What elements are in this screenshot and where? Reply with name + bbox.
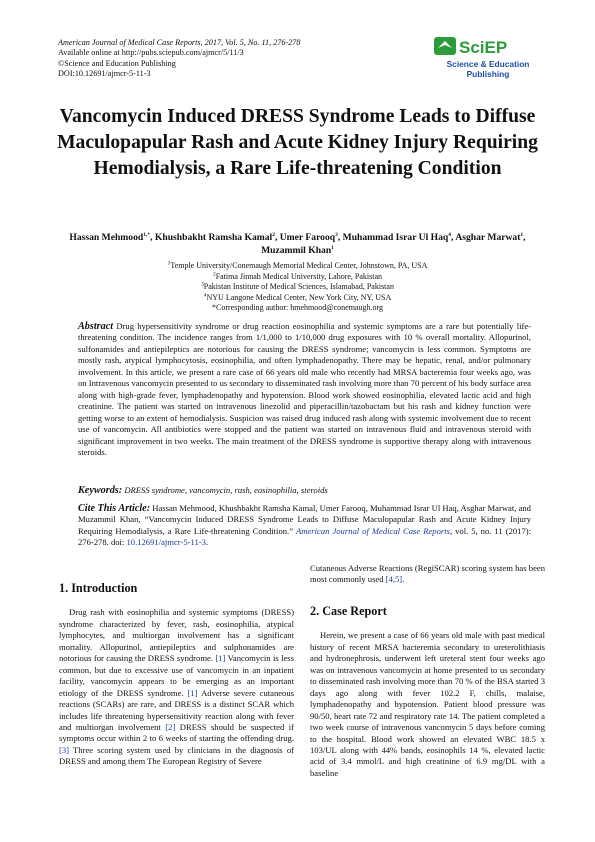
case-report-heading: 2. Case Report: [310, 604, 387, 618]
abstract-label: Abstract: [78, 321, 114, 332]
ref-link[interactable]: [3]: [59, 744, 70, 755]
affiliation-item: [60, 282, 535, 293]
affiliation-text: NYU Langone Medical Center, New York City, NY, USA: [206, 292, 392, 302]
author-sup: 1: [520, 231, 524, 238]
article-title: Vancomycin Induced DRESS Syndrome Leads to Diffuse Maculopapular Rash and Acute Kidney Injury Requiring Hemodialysis, a Rare Life-threatening Condition: [57, 106, 538, 179]
author-list: [50, 231, 545, 257]
cite-text: Hassan Mehmood, Khushbakht Ramsha Kamal, Umer Farooq, Muhammad Israr Ul Haq, Asghar Marwat, and Muzammil Khan, “Vancomycin Induced DRESS Syndrome Leads to Diffuse Maculopapular Rash and Acute Kidney Injury Requiring Hemodialysis, a Rare Life-threatening Condition.”: [78, 503, 531, 536]
keywords-text: DRESS syndrome, vancomycin, rash, eosinophilia, steroids: [124, 485, 328, 495]
right-column-continuation: [310, 563, 545, 586]
keywords: [78, 485, 531, 496]
author-sep: ,: [150, 232, 155, 243]
cite-label: Cite This Article:: [78, 503, 151, 514]
doi-line: DOI:10.12691/ajmcr-5-11-3: [58, 68, 151, 78]
author-name: Hassan Mehmood: [69, 232, 144, 243]
author-sup: 2: [272, 231, 275, 238]
affiliation-text: Pakistan Institute of Medical Sciences, Islamabad, Pakistan: [203, 282, 394, 292]
logo-line2: Publishing: [466, 69, 510, 79]
author-sep: ,: [337, 232, 343, 243]
journal-header: [58, 38, 388, 79]
affiliation-sup: 3: [201, 281, 204, 288]
author-name: Muhammad Israr Ul Haq: [342, 232, 449, 243]
cite-doi-link[interactable]: 10.12691/ajmcr-5-11-3: [126, 537, 206, 548]
introduction-section: [59, 583, 294, 768]
intro-text: Vancomycin is less common, but due to excessive use of vancomycin in an inpatient facility, vancomycin appears to be emerging as an important etiology of the DRESS syndrome.: [59, 653, 294, 698]
affiliation-text: Fatima Jinnah Medical University, Lahore, Pakistan: [215, 271, 383, 281]
abstract-text: Drug hypersensitivity syndrome or drug reaction eosinophilia and systemic symptoms are a rare but potentially life-threatening condition. The incidence ranges from 1/1,000 to 1/10,000 drug exposures with 10 % overall mortality. Allopurinol, sulfonamides and antiepileptics are notorious for causing the DRESS syndrome; vancomycin is less common. Symptoms are mostly rash, atypical lymphocytosis, eosinophilia, and often lymphadenopathy. There may be hepatic, renal, and/or pulmonary involvement. In this article, we present a rare case of 66 years old male who recently had MRSA bacteremia four weeks ago, was on Intravenous vancomycin presented to us secondary to disseminated rash involving more than 70 percent of his body surface area along with high-grade fever, lymphadenopathy and hypotension. Blood work showed eosinophilia, elevated lactic acid and high creatinine. The patient was started on intravenous linezolid and piperacillin/tazobactam but his rash and kidney function were getting worse to an extent of hemodialysis. Suspicion was raised drug induced rash along with systemic involvement due to recent use of vancomycin. All antibiotics were stopped and the patient was started on intravenous fluid and intravenous steroid with significant improvement in two weeks. The main treatment of the DRESS syndrome is supportive therapy along with intravenous steroids.: [78, 321, 532, 457]
introduction-heading: 1. Introduction: [59, 581, 138, 595]
affiliation-list: [60, 261, 535, 314]
author-name: Asghar Marwat: [455, 232, 521, 243]
author-sep: ,: [523, 232, 526, 243]
logo-mark-icon: [434, 37, 456, 55]
affiliation-item: [60, 272, 535, 283]
available-line: Available online at http://pubs.sciepub.com/ajmcr/5/11/3: [58, 48, 244, 58]
introduction-paragraph: [59, 607, 294, 767]
ref-link[interactable]: [4,5]: [385, 574, 403, 585]
author-sup: 1: [331, 244, 334, 251]
ref-link[interactable]: [1]: [215, 653, 226, 664]
cite-end: .: [205, 537, 209, 548]
affiliation-sup: 2: [212, 270, 216, 277]
corresponding-author: [60, 303, 535, 314]
copyright-line: ©Science and Education Publishing: [58, 58, 176, 68]
author-sup: 1,*: [143, 231, 151, 238]
author-sup: 3: [335, 231, 338, 238]
affiliation-sup: 1: [167, 260, 171, 267]
affiliation-item: [60, 261, 535, 272]
intro-text: Adverse severe cutaneous reactions (SCARs) are rare, and DRESS is a distinct SCAR which includes life threatening hypersensitivity reaction along with fever and multiorgan involvement: [59, 687, 294, 732]
continuation-text: .: [402, 574, 405, 585]
affiliation-item: [60, 293, 535, 304]
author-name: Khushbakht Ramsha Kamal: [154, 232, 273, 243]
intro-text: DRESS should be suspected if symptoms occur within 2 to 6 weeks of starting the offending drug.: [59, 721, 294, 744]
author-name: Muzammil Khan: [261, 245, 332, 256]
author-sup: 4: [448, 231, 452, 238]
author-sep: ,: [451, 232, 456, 243]
continuation-paragraph: [310, 563, 545, 586]
case-report-section: [310, 606, 545, 779]
journal-line: American Journal of Medical Case Reports, 2017, Vol. 5, No. 11, 276-278: [58, 38, 301, 47]
affiliation-sup: 4: [203, 292, 207, 299]
cite-this-article: [78, 503, 531, 549]
intro-text: Three scoring system used by clinicians in the diagnosis of DRESS and among them The European Registry of Severe: [59, 744, 294, 767]
author-name: Umer Farooq: [279, 232, 336, 243]
cite-journal-link[interactable]: American Journal of Medical Case Reports: [296, 525, 450, 536]
keywords-label: Keywords:: [78, 485, 123, 496]
continuation-text: Cutaneous Adverse Reactions (RegiSCAR) scoring system has been most commonly used: [310, 563, 545, 585]
cite-rest: , vol. 5, no. 11 (2017): 276-278. doi:: [78, 525, 532, 548]
abstract: [78, 321, 531, 458]
author-sep: ,: [274, 232, 280, 243]
sciep-logo: [434, 36, 542, 82]
ref-link[interactable]: [2]: [165, 721, 176, 732]
logo-line1: Science & Education: [446, 59, 530, 69]
ref-link[interactable]: [1]: [187, 687, 198, 698]
logo-brand: SciEP: [459, 38, 508, 57]
affiliation-text: Temple University/Conemaugh Memorial Medical Center, Johnstown, PA, USA: [170, 261, 428, 270]
affiliation-text: *Corresponding author: hmehmood@conemaugh.org: [212, 303, 383, 313]
intro-text: Drug rash with eosinophilia and systemic symptoms (DRESS) syndrome characterized by fever, rash, eosinophilia, atypical lymphocytes, and multiorgan involvement has a significant mortality. Allopurinol, antiepileptics and sulphonamides are notorious for causing the DRESS syndrome.: [59, 607, 294, 664]
case-report-paragraph: Herein, we present a case of 66 years old male with past medical history of recent MRSA bacteremia secondary to ureterolithiasis and hydronephrosis, underwent left ureteral stent four weeks ago was on intravenous vancomycin at home presented to us secondary to disseminated rash involving more than 70 % of the BSA started 3 days ago along with fever 102.2 F, chills, malaise, lymphadenopathy and hypotension. Patient blood pressure was 90/50, heart rate 72 and respiratory rate 14. The patient completed a two week course of intravenous vancomycin 5 days before coming to the hospital. Blood work showed an elevated WBC 18.5 x 103/UL along with 44% bands, eosinophils 14 %, elevated lactic acid of 3.4 mmol/L and high creatinine of 6.9 mg/DL with a baseline: [310, 630, 545, 778]
